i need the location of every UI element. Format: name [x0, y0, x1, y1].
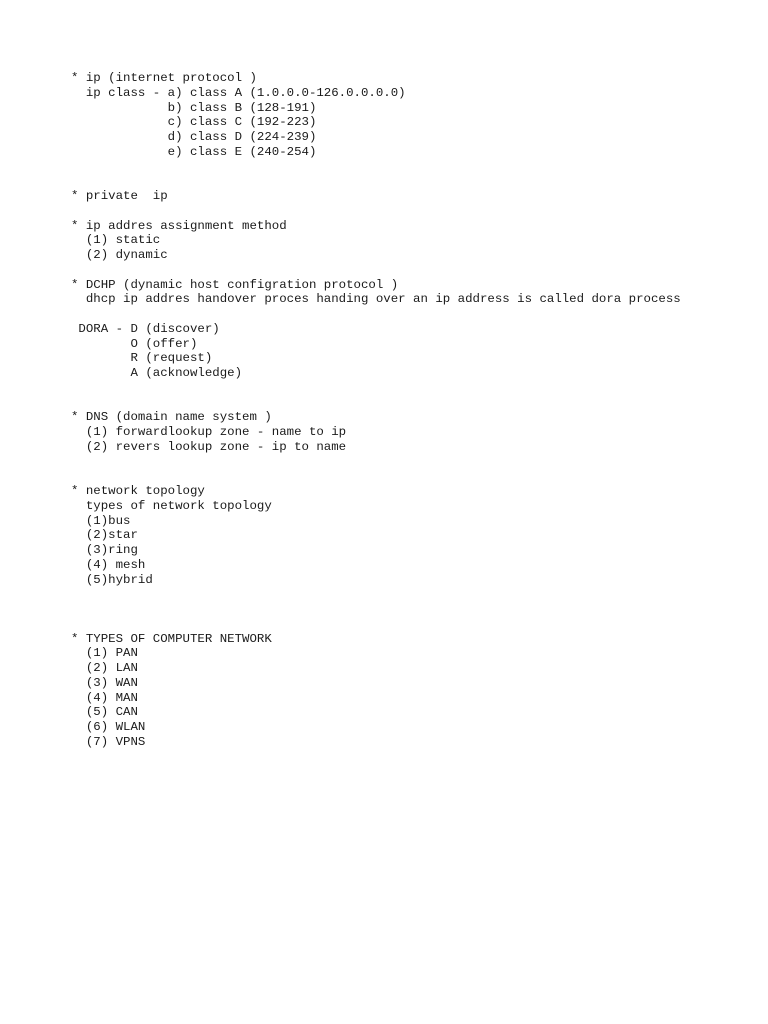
text-line: * DNS (domain name system ): [71, 410, 272, 425]
text-line: (2) LAN: [71, 661, 138, 675]
text-line: A (acknowledge): [71, 366, 243, 380]
text-line: (5)hybrid: [71, 572, 153, 587]
blank-line: [71, 469, 751, 484]
text-line: e) class E (240-254): [71, 144, 317, 159]
text-line: (2) revers lookup zone - ip to name: [71, 439, 347, 454]
text-line: (1) static: [71, 233, 161, 248]
text-line: * ip addres assignment method: [71, 218, 287, 233]
blank-line: [71, 160, 751, 175]
blank-line: [71, 617, 751, 632]
text-line: * private ip: [71, 189, 168, 203]
blank-line: [71, 307, 751, 322]
text-line: R (request): [71, 351, 213, 366]
blank-line: [71, 602, 751, 617]
text-line: dhcp ip addres handover proces handing over an ip address is called dora process: [71, 292, 681, 307]
text-line: (5) CAN: [71, 705, 138, 720]
text-line: (2) dynamic: [71, 248, 168, 262]
text-line: (7) VPNS: [71, 734, 146, 749]
text-line: (6) WLAN: [71, 720, 146, 734]
text-line: (4) mesh: [71, 557, 146, 572]
text-line: * TYPES OF COMPUTER NETWORK: [71, 631, 272, 646]
blank-line: [71, 174, 751, 189]
document-body: [71, 71, 751, 750]
text-line: (1) forwardlookup zone - name to ip: [71, 425, 347, 439]
text-line: (1) PAN: [71, 646, 138, 661]
blank-line: [71, 204, 751, 219]
text-line: * network topology: [71, 484, 205, 498]
text-line: ip class - a) class A (1.0.0.0-126.0.0.0.0): [71, 85, 406, 100]
text-line: (3)ring: [71, 543, 138, 557]
text-line: (3) WAN: [71, 675, 138, 690]
text-line: (4) MAN: [71, 690, 138, 705]
blank-line: [71, 263, 751, 278]
text-line: b) class B (128-191): [71, 100, 317, 115]
blank-line: [71, 455, 751, 470]
text-line: c) class C (192-223): [71, 115, 317, 130]
text-line: types of network topology: [71, 498, 272, 513]
blank-line: [71, 587, 751, 602]
text-line: d) class D (224-239): [71, 130, 317, 144]
text-line: DORA - D (discover): [71, 321, 220, 336]
text-line: (2)star: [71, 528, 138, 543]
text-line: (1)bus: [71, 513, 131, 528]
blank-line: [71, 381, 751, 396]
text-line: O (offer): [71, 336, 198, 351]
blank-line: [71, 396, 751, 411]
text-line: * DCHP (dynamic host configration protocol ): [71, 277, 399, 292]
text-line: * ip (internet protocol ): [71, 71, 257, 85]
